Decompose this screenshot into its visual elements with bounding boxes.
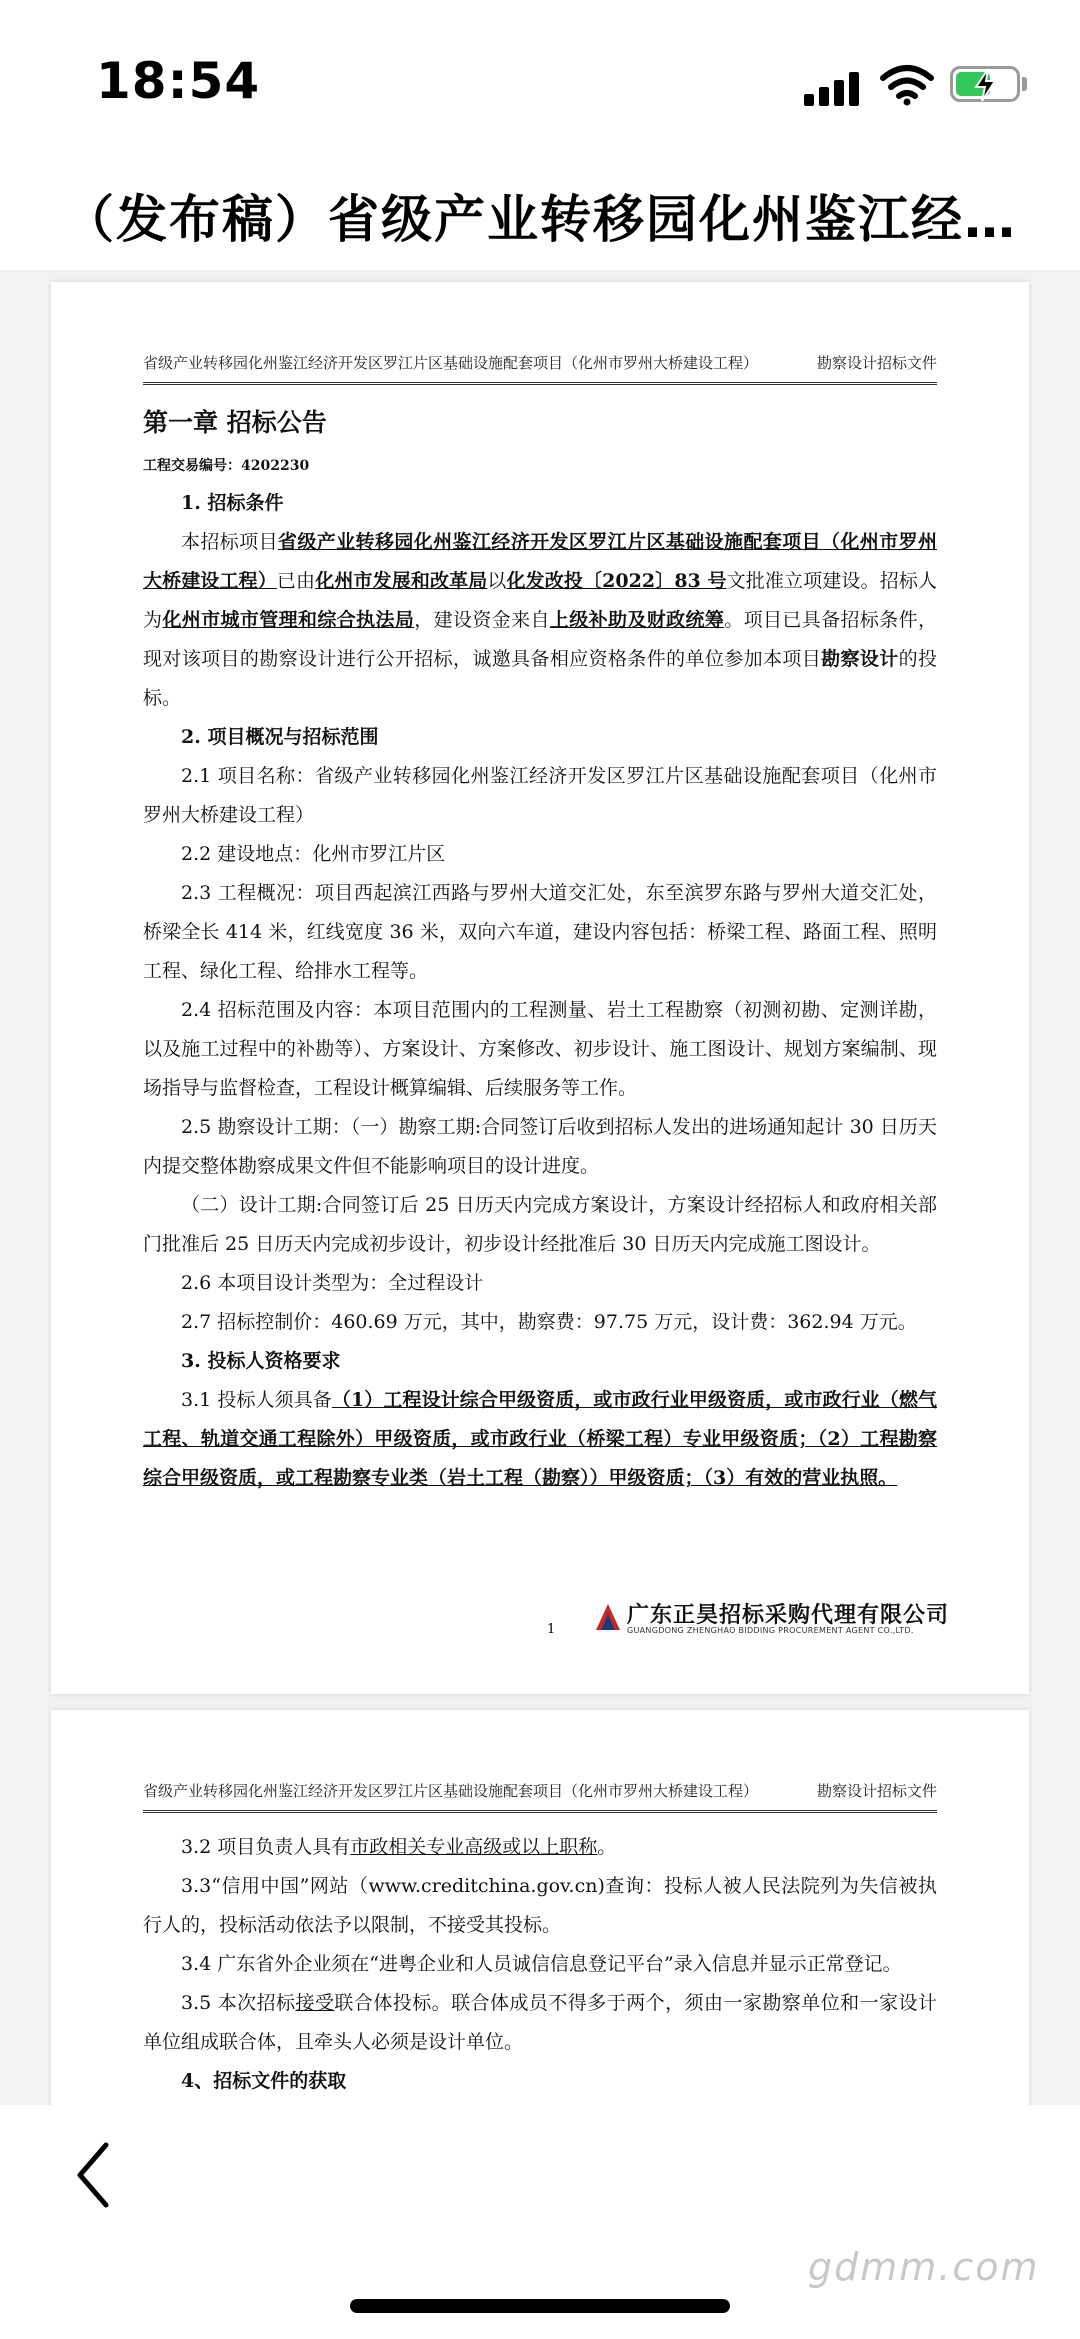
item-2-7: 2.7 招标控制价：460.69 万元，其中，勘察费：97.75 万元，设计费：362.94 万元。 — [181, 1311, 917, 1333]
home-indicator[interactable] — [350, 2299, 730, 2313]
fund-source: 上级补助及财政统筹 — [549, 609, 725, 631]
doc-running-header — [143, 1780, 937, 1813]
text-span: 3.5 本次招标 — [181, 1992, 296, 2014]
wifi-icon — [880, 64, 934, 106]
status-time: 18:54 — [96, 52, 261, 110]
text-span: ，建设资金来自 — [414, 609, 550, 631]
item-3-1 — [143, 1381, 937, 1498]
text-span: 本招标项目 — [181, 531, 278, 553]
section-1-title: 1. 招标条件 — [181, 492, 284, 514]
item-3-2 — [143, 1828, 937, 1867]
section-4-title: 4、招标文件的获取 — [181, 2070, 347, 2092]
doc-header-type: 勘察设计招标文件 — [816, 354, 937, 372]
agent-logo-icon — [594, 1600, 622, 1634]
agent-company-english: GUANGDONG ZHENGHAO BIDDING PROCUREMENT AGENT CO.,LTD. — [627, 1626, 914, 1635]
signal-icon — [804, 72, 860, 106]
item-2-5b: （二）设计工期:合同签订后 25 日历天内完成方案设计，方案设计经招标人和政府相关部门批准后 25 日历天内完成初步设计，初步设计经批准后 30 日历天内完成施工图设计。 — [143, 1194, 937, 1255]
document-viewer[interactable] — [0, 270, 1080, 2105]
item-2-6: 2.6 本项目设计类型为：全过程设计 — [181, 1272, 484, 1294]
qualification-requirements: （1）工程设计综合甲级资质，或市政行业甲级资质，或市政行业（燃气工程、轨道交通工程除外）甲级资质，或市政行业（桥梁工程）专业甲级资质；（2）工程勘察综合甲级资质，或工程勘察专业类（岩土工程（勘察））甲级资质；（3）有效的营业执照。 — [143, 1389, 937, 1489]
section-3-title: 3. 投标人资格要求 — [181, 1350, 341, 1372]
doc-header-project: 省级产业转移园化州鉴江经济开发区罗江片区基础设施配套项目（化州市罗州大桥建设工程） — [143, 354, 759, 372]
doc-running-header — [143, 352, 937, 385]
section-2-title: 2. 项目概况与招标范围 — [181, 726, 379, 748]
text-span: 文批准立项建设。招标人为 — [143, 570, 937, 631]
item-2-1: 2.1 项目名称：省级产业转移园化州鉴江经济开发区罗江片区基础设施配套项目（化州市罗州大桥建设工程） — [143, 765, 937, 826]
document-page-1 — [51, 282, 1029, 1694]
tenderer-name: 化州市城市管理和综合执法局 — [162, 609, 415, 631]
chapter-title: 第一章 招标公告 — [143, 408, 327, 437]
status-bar — [0, 0, 1080, 150]
text-span: 3.1 投标人须具备 — [181, 1389, 332, 1411]
manager-title-requirement: 市政相关专业高级或以上职称 — [350, 1836, 598, 1858]
item-3-4: 3.4 广东省外企业须在“进粤企业和人员诚信信息登记平台”录入信息并显示正常登记。 — [181, 1953, 902, 1975]
page-2-body — [143, 1828, 937, 2101]
approval-agency: 化州市发展和改革局 — [315, 570, 488, 592]
item-2-3: 2.3 工程概况：项目西起滨江西路与罗州大道交汇处，东至滨罗东路与罗州大道交汇处，桥梁全长 414 米，红线宽度 36 米，双向六车道，建设内容包括：桥梁工程、路面工程、照明工程、绿化工程、给排水工程等。 — [143, 882, 937, 982]
doc-header-project: 省级产业转移园化州鉴江经济开发区罗江片区基础设施配套项目（化州市罗州大桥建设工程） — [143, 1782, 759, 1800]
text-span: 以 — [487, 570, 507, 592]
doc-header-type: 勘察设计招标文件 — [816, 1782, 937, 1800]
text-span: 3.2 项目负责人具有 — [181, 1836, 351, 1858]
bid-scope: 勘察设计 — [821, 648, 899, 670]
trade-number: 工程交易编号：4202230 — [143, 458, 310, 474]
text-span: 。项目已具备招标条件，现对该项目的勘察设计进行公开招标，诚邀具备相应资格条件的单位参加本项目 — [143, 609, 937, 670]
text-span: 联合体投标。联合体成员不得多于两个，须由一家勘察单位和一家设计单位组成联合体，且牵头人必须是设计单位。 — [143, 1992, 937, 2053]
page-1-body — [143, 398, 937, 1498]
item-3-5 — [143, 1984, 937, 2062]
document-page-2 — [51, 1710, 1029, 2105]
battery-tip — [1022, 77, 1027, 91]
page-number: 1 — [547, 1622, 556, 1637]
text-span: 已由 — [276, 570, 316, 592]
section-1-paragraph — [143, 523, 937, 718]
page-title: （发布稿）省级产业转移园化州鉴江经… — [62, 191, 1017, 250]
item-2-4: 2.4 招标范围及内容：本项目范围内的工程测量、岩土工程勘察（初测初勘、定测详勘，以及施工过程中的补勘等）、方案设计、方案修改、初步设计、施工图设计、规划方案编制、现场指导与监督检查，工程设计概算编辑、后续服务等工作。 — [143, 999, 937, 1099]
text-span: 的投标。 — [143, 648, 937, 709]
item-2-5: 2.5 勘察设计工期：（一）勘察工期:合同签订后收到招标人发出的进场通知起计 30 日历天内提交整体勘察成果文件但不能影响项目的设计进度。 — [143, 1116, 937, 1177]
project-name: 省级产业转移园化州鉴江经济开发区罗江片区基础设施配套项目（化州市罗州大桥建设工程） — [143, 531, 937, 592]
battery-icon — [950, 66, 1020, 102]
item-2-2: 2.2 建设地点：化州市罗江片区 — [181, 843, 446, 865]
item-3-3: 3.3“信用中国”网站（www.creditchina.gov.cn)查询：投标人被人民法院列为失信被执行人的，投标活动依法予以限制，不接受其投标。 — [143, 1875, 937, 1936]
approval-document: 化发改投〔2022〕83 号 — [506, 570, 727, 592]
agent-company-name: 广东正昊招标采购代理有限公司 — [627, 1603, 950, 1628]
text-span: 。 — [597, 1836, 617, 1858]
watermark: gdmm.com — [808, 2245, 1040, 2289]
back-chevron-icon[interactable] — [64, 2135, 124, 2215]
consortium-accept: 接受 — [295, 1992, 335, 2014]
